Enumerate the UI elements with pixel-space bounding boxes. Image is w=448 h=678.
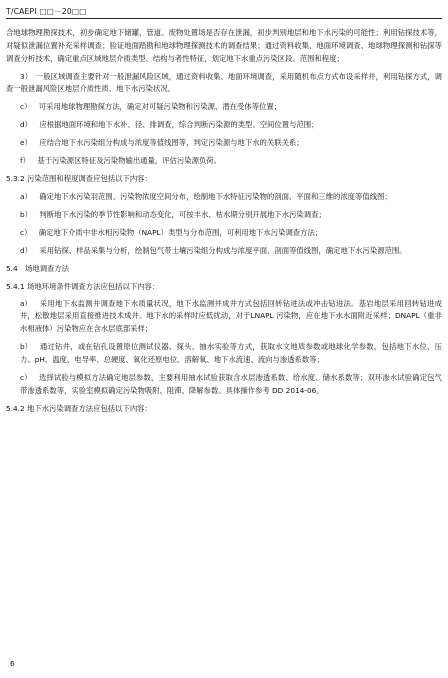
- document-body: [6, 27, 442, 421]
- list-item: [6, 341, 442, 367]
- list-item-text: 可采用地球物理勘探方法，确定对可疑污染物和污染源、潜在受体等位置；: [38, 102, 282, 112]
- list-item-text: 通过钻井，或在钻孔设置原位测试仪器、探头、抽水实验等方式，获取水文地质参数或地球化学参数，包括地下水位、压力、pH、温度、电导率、总硬度、氧化还原电位、溶解氧、地下水流速、流向与渗透系数等；: [20, 342, 442, 364]
- list-item-label: c）: [20, 102, 32, 112]
- list-item-text: 应根据地面环境和地下水补、径、排调查，综合判断污染源的类型、空间位置与范围；: [39, 120, 319, 130]
- list-item-label: f）: [20, 156, 30, 166]
- list-item-label: b）: [20, 210, 33, 220]
- list-item: [6, 191, 442, 204]
- list-item: [6, 137, 442, 150]
- page-number: 6: [10, 659, 15, 668]
- list-item: [6, 209, 442, 222]
- list-item-text: 选择试验与模拟方法确定地层参数，主要利用抽水试验获取含水层渗透系数、给水度、储水系数等；双环渗水试验确定包气带渗透系数等，实验室模拟确定污染物吸附、阻滞、降解参数。具体操作参考 DD 2014-06。: [20, 372, 442, 395]
- list-item-label: d）: [20, 120, 33, 130]
- list-item: [6, 119, 442, 132]
- list-item-label: a）: [20, 298, 32, 308]
- list-item: [6, 101, 442, 114]
- list-item-label: e）: [20, 138, 32, 148]
- list-item-text: 基于污染源区特征及污染物输出通量，评估污染源负荷。: [37, 156, 221, 166]
- list-item-label: d）: [20, 246, 33, 256]
- list-item: [6, 372, 442, 398]
- header-divider: [6, 18, 442, 19]
- list-item-label: a）: [20, 192, 32, 202]
- standard-header: T/CAEPI □□－20□□: [6, 7, 87, 16]
- list-item-text: 确定地下水污染羽范围、污染物浓度空间分布，绘制地下水特征污染物的剖面、平面和三维的浓度等值线图；: [39, 192, 392, 202]
- section-heading: 5.4 场地调查方法: [6, 264, 70, 274]
- list-item-label: b）: [20, 342, 33, 352]
- list-item: [6, 155, 442, 168]
- list-item-text: 采用钻探、样品采集与分析，绘制包气带土壤污染组分构成与浓度平面、剖面等值线图，确定地下水污染源范围。: [39, 246, 407, 256]
- body-paragraph: 合地球物理勘探技术，初步确定地下储罐、管道、废物处置场是否存在泄漏，初步判别地层和地下水污染的可能性；利用钻探技术等，对疑似泄漏位置补充采样调查；验证地面踏勘和地球物理探测技术的调查结果；通过资料收集、地面环境调查、地球物理探测和钻探等调查分析技术，确定重点区域地层介质类型、结构与者性特征，划定地下水重点污染区段、范围和程度；: [6, 28, 442, 63]
- list-item: [6, 227, 442, 240]
- list-item-text: 判断地下水污染的季节性影响和动态变化，可按丰水、枯水期分别开展地下水污染调查；: [39, 210, 326, 220]
- body-paragraph: 3） 一般区域调查主要针对一般泄漏风险区域，通过资料收集、地面环境调查，采用随机布点方式布设采样井，利用钻探方式，调查一般泄漏风险区地层介质性质、地下水污染状况。: [6, 71, 442, 94]
- list-item-label: c）: [20, 228, 32, 238]
- section-heading: 5.3.2 污染范围和程度调查应包括以下内容：: [6, 174, 152, 184]
- list-item: [6, 298, 442, 336]
- section-heading: 5.4.2 地下水污染调查方法应包括以下内容：: [6, 403, 152, 413]
- list-item: [6, 245, 442, 258]
- section-heading: 5.4.1 场地环境条件调查方法应包括以下内容：: [6, 281, 160, 291]
- list-item-label: c）: [20, 372, 32, 382]
- list-item-text: 应结合地下水污染组分构成与浓度等值线图等，判定污染源与地下水的关联关系；: [39, 138, 304, 148]
- list-item-text: 采用地下水监测井调查地下水质量状况，地下水监测井成井方式包括回转钻进法或冲击钻进法。基岩地层采用回转钻进成井，松散地层采用直接推进技术成井。地下水的采样时应低扰动，对于LNAPL 污染物，应在地下水水面附近采样；DNAPL（重非水相液体）污染物应在含水层底部采样；: [20, 298, 442, 334]
- list-item-text: 确定地下介质中非水相污染物（NAPL）类型与分布范围，可利用地下水污染调查方法；: [38, 228, 323, 238]
